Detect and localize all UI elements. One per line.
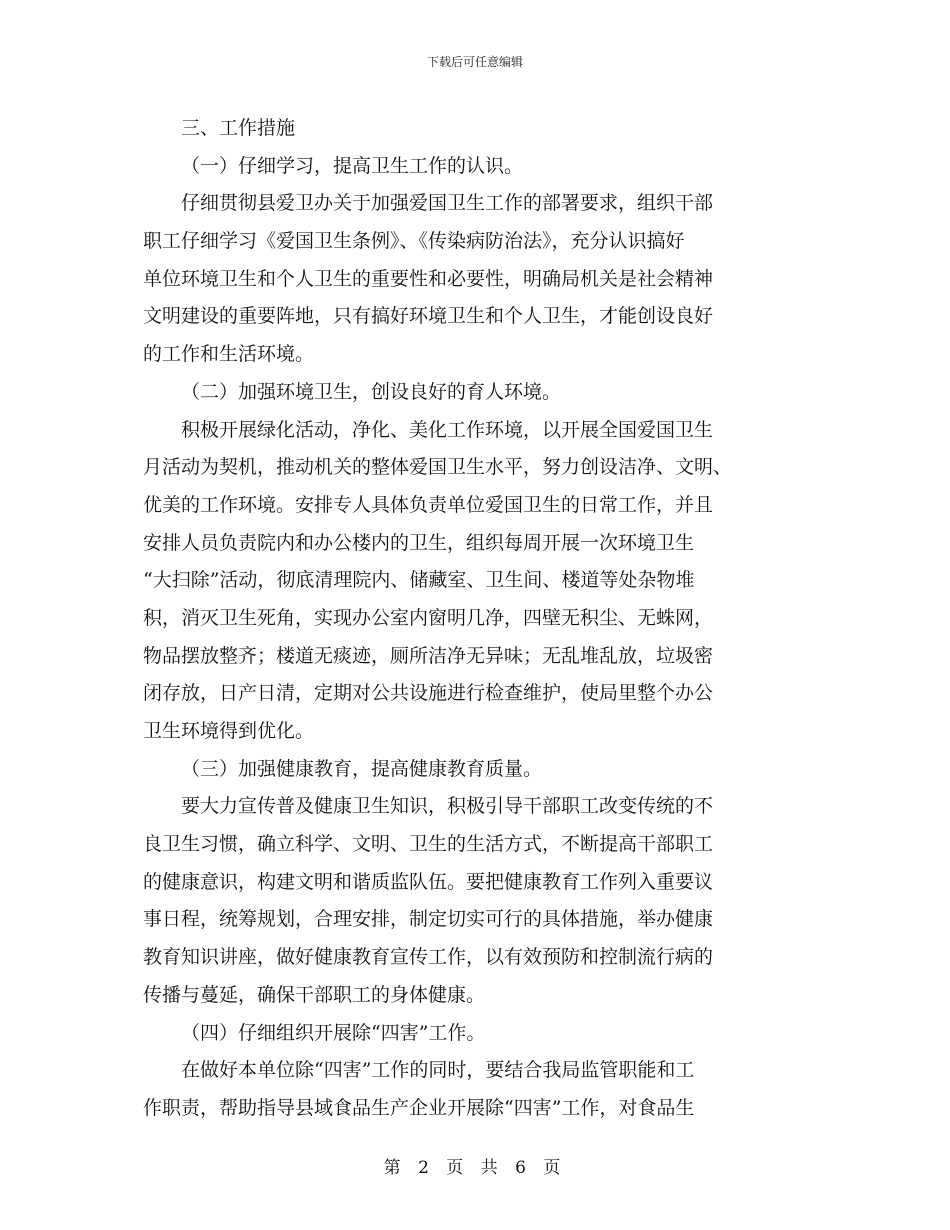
paragraph-line: 教育知识讲座，做好健康教育宣传工作，以有效预防和控制流行病的	[143, 946, 714, 969]
paragraph-line: 在做好本单位除“四害”工作的同时，要结合我局监管职能和工	[181, 1059, 695, 1082]
page-footer: 第 2 页 共 6 页	[383, 1158, 567, 1178]
paragraph-line: 安排人员负责院内和办公楼内的卫生，组织每周开展一次环境卫生	[143, 531, 695, 554]
paragraph-line: 职工仔细学习《爱国卫生条例》、《传染病防治法》，充分认识搞好	[143, 230, 685, 253]
paragraph-line: “大扫除”活动，彻底清理院内、储藏室、卫生间、楼道等处杂物堆	[143, 569, 695, 592]
paragraph-line: 优美的工作环境。安排专人具体负责单位爱国卫生的日常工作，并且	[143, 493, 714, 516]
subsection-heading: （一）仔细学习，提高卫生工作的认识。	[181, 154, 524, 177]
page-header: 下载后可任意编辑	[426, 55, 523, 69]
paragraph-line: 积极开展绿化活动，净化、美化工作环境，以开展全国爱国卫生	[181, 418, 714, 441]
section-heading: 三、工作措施	[181, 117, 296, 139]
subsection-heading: （二）加强环境卫生，创设良好的育人环境。	[181, 380, 562, 403]
paragraph-line: 单位环境卫生和个人卫生的重要性和必要性，明确局机关是社会精神	[143, 267, 714, 290]
subsection-heading: （四）仔细组织开展除“四害”工作。	[181, 1021, 486, 1044]
paragraph-line: 积，消灭卫生死角，实现办公室内窗明几净，四壁无积尘、无蛛网，	[143, 606, 714, 629]
paragraph-line: 物品摆放整齐；楼道无痰迹，厕所洁净无异味；无乱堆乱放，垃圾密	[143, 644, 714, 667]
paragraph-line: 的健康意识，构建文明和谐质监队伍。要把健康教育工作列入重要议	[143, 870, 714, 893]
paragraph-line: 事日程，统筹规划，合理安排，制定切实可行的具体措施，举办健康	[143, 908, 714, 931]
paragraph-line: 文明建设的重要阵地，只有搞好环境卫生和个人卫生，才能创设良好	[143, 305, 714, 328]
paragraph-line: 要大力宣传普及健康卫生知识，积极引导干部职工改变传统的不	[181, 795, 714, 818]
paragraph-line: 的工作和生活环境。	[143, 343, 315, 366]
document-body	[143, 110, 799, 1128]
paragraph-line: 作职责，帮助指导县域食品生产企业开展除“四害”工作，对食品生	[143, 1096, 695, 1119]
paragraph-line: 传播与蔓延，确保干部职工的身体健康。	[143, 983, 486, 1006]
paragraph-line: 闭存放，日产日清，定期对公共设施进行检查维护，使局里整个办公	[143, 682, 714, 705]
paragraph-line: 仔细贯彻县爱卫办关于加强爱国卫生工作的部署要求，组织干部	[181, 192, 714, 215]
paragraph-line: 月活动为契机，推动机关的整体爱国卫生水平，努力创设洁净、文明、	[143, 456, 733, 479]
paragraph-line: 卫生环境得到优化。	[143, 720, 315, 742]
subsection-heading: （三）加强健康教育，提高健康教育质量。	[181, 757, 543, 780]
paragraph-line: 良卫生习惯，确立科学、文明、卫生的生活方式，不断提高干部职工	[143, 833, 714, 856]
